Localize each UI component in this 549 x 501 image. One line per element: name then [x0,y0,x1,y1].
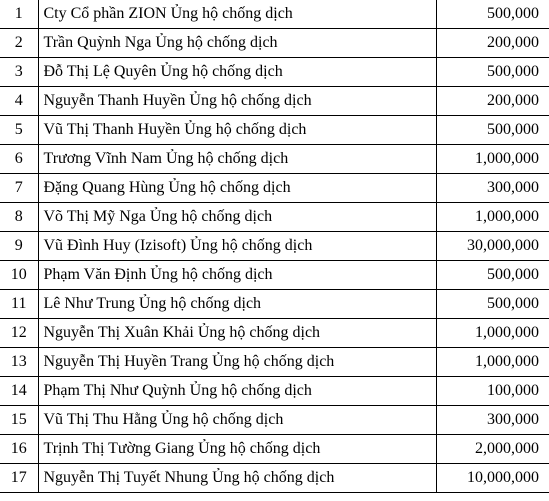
row-number-cell[interactable]: 10 [0,261,38,290]
donation-amount-cell[interactable]: 500,000 [436,0,549,29]
donor-description-cell[interactable]: Vũ Đình Huy (Izisoft) Ủng hộ chống dịch [38,232,436,261]
donation-amount-cell[interactable]: 200,000 [436,29,549,58]
donor-description-cell[interactable]: Nguyễn Thị Tuyết Nhung Ủng hộ chống dịch [38,464,436,493]
table-row[interactable] [0,232,549,261]
donation-amount-cell[interactable]: 1,000,000 [436,203,549,232]
donation-amount-cell[interactable]: 1,000,000 [436,145,549,174]
row-number-cell[interactable]: 12 [0,319,38,348]
row-number-cell[interactable]: 1 [0,0,38,29]
donor-description-cell[interactable]: Phạm Thị Như Quỳnh Ủng hộ chống dịch [38,377,436,406]
row-number-cell[interactable]: 17 [0,464,38,493]
row-number-cell[interactable]: 2 [0,29,38,58]
donation-amount-cell[interactable]: 30,000,000 [436,232,549,261]
table-row[interactable] [0,116,549,145]
row-number-cell[interactable]: 7 [0,174,38,203]
donation-amount-cell[interactable]: 1,000,000 [436,348,549,377]
donation-amount-cell[interactable]: 500,000 [436,261,549,290]
donation-amount-cell[interactable]: 1,000,000 [436,319,549,348]
row-number-cell[interactable]: 16 [0,435,38,464]
donor-description-cell[interactable]: Phạm Văn Định Ủng hộ chống dịch [38,261,436,290]
table-row[interactable] [0,377,549,406]
table-row[interactable] [0,29,549,58]
donation-amount-cell[interactable]: 300,000 [436,406,549,435]
donation-amount-cell[interactable]: 300,000 [436,174,549,203]
table-row[interactable] [0,464,549,493]
donor-description-cell[interactable]: Đỗ Thị Lệ Quyên Ủng hộ chống dịch [38,58,436,87]
table-row[interactable] [0,145,549,174]
table-row[interactable] [0,58,549,87]
row-number-cell[interactable]: 6 [0,145,38,174]
donor-description-cell[interactable]: Vũ Thị Thanh Huyền Ủng hộ chống dịch [38,116,436,145]
table-row[interactable] [0,174,549,203]
donor-description-cell[interactable]: Trần Quỳnh Nga Ủng hộ chống dịch [38,29,436,58]
donor-description-cell[interactable]: Vũ Thị Thu Hằng Ủng hộ chống dịch [38,406,436,435]
row-number-cell[interactable]: 15 [0,406,38,435]
donor-description-cell[interactable]: Võ Thị Mỹ Nga Ủng hộ chống dịch [38,203,436,232]
table-row[interactable] [0,203,549,232]
donation-amount-cell[interactable]: 200,000 [436,87,549,116]
row-number-cell[interactable]: 14 [0,377,38,406]
donation-amount-cell[interactable]: 500,000 [436,116,549,145]
donor-description-cell[interactable]: Nguyễn Thị Huyền Trang Ủng hộ chống dịch [38,348,436,377]
table-row[interactable] [0,319,549,348]
donation-amount-cell[interactable]: 500,000 [436,58,549,87]
row-number-cell[interactable]: 5 [0,116,38,145]
table-row[interactable] [0,290,549,319]
table-row[interactable] [0,261,549,290]
donor-description-cell[interactable]: Nguyễn Thanh Huyền Ủng hộ chống dịch [38,87,436,116]
donor-description-cell[interactable]: Trịnh Thị Tường Giang Ủng hộ chống dịch [38,435,436,464]
table-row[interactable] [0,435,549,464]
row-number-cell[interactable]: 4 [0,87,38,116]
row-number-cell[interactable]: 3 [0,58,38,87]
donation-amount-cell[interactable]: 2,000,000 [436,435,549,464]
table-row[interactable] [0,87,549,116]
row-number-cell[interactable]: 8 [0,203,38,232]
row-number-cell[interactable]: 11 [0,290,38,319]
donor-description-cell[interactable]: Đặng Quang Hùng Ủng hộ chống dịch [38,174,436,203]
donation-amount-cell[interactable]: 10,000,000 [436,464,549,493]
table-row[interactable] [0,406,549,435]
table-row[interactable] [0,348,549,377]
donor-description-cell[interactable]: Cty Cổ phần ZION Ủng hộ chống dịch [38,0,436,29]
donation-amount-cell[interactable]: 500,000 [436,290,549,319]
donor-description-cell[interactable]: Nguyễn Thị Xuân Khải Ủng hộ chống dịch [38,319,436,348]
donor-description-cell[interactable]: Lê Như Trung Ủng hộ chống dịch [38,290,436,319]
row-number-cell[interactable]: 9 [0,232,38,261]
table-row[interactable] [0,0,549,29]
row-number-cell[interactable]: 13 [0,348,38,377]
donor-description-cell[interactable]: Trương Vĩnh Nam Ủng hộ chống dịch [38,145,436,174]
donation-amount-cell[interactable]: 100,000 [436,377,549,406]
